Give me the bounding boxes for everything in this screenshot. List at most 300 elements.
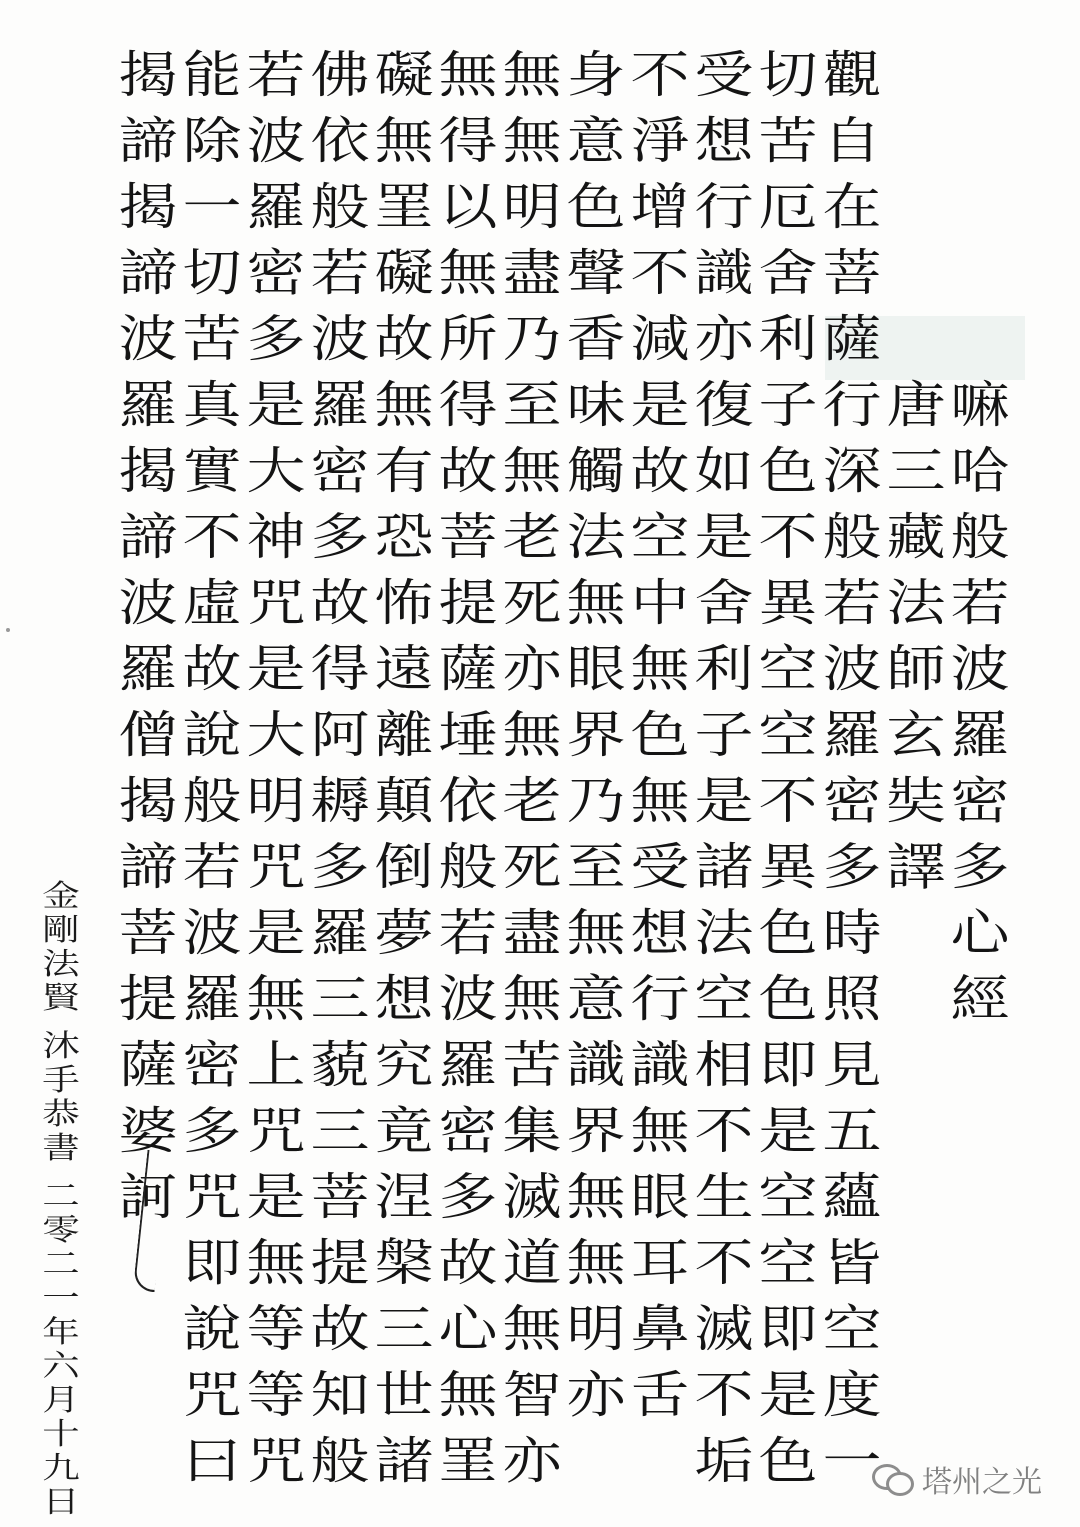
- glyph: 揭: [118, 46, 178, 104]
- signature-date: [31, 1180, 91, 1520]
- glyph: 說: [182, 1300, 242, 1358]
- signature-glyph: 書: [42, 1131, 80, 1166]
- glyph: 竟: [374, 1102, 434, 1160]
- glyph: 自: [822, 112, 882, 170]
- glyph: 空: [758, 640, 818, 698]
- glyph: 一: [822, 1432, 882, 1490]
- glyph: 時: [822, 904, 882, 962]
- glyph: 利: [694, 640, 754, 698]
- glyph: 是: [630, 376, 690, 434]
- signature-glyph: 零: [42, 1213, 80, 1248]
- glyph: 苦: [182, 310, 242, 368]
- glyph: 心: [950, 904, 1010, 962]
- glyph: 苦: [758, 112, 818, 170]
- glyph: 色: [630, 706, 690, 764]
- glyph: 無: [502, 970, 562, 1028]
- glyph: 諸: [374, 1432, 434, 1490]
- glyph: 不: [694, 1366, 754, 1424]
- glyph: 乃: [502, 310, 562, 368]
- text-column-2: [756, 42, 820, 1494]
- glyph: 空: [758, 1234, 818, 1292]
- signature-glyph: 十: [42, 1417, 80, 1452]
- glyph: 集: [502, 1102, 562, 1160]
- glyph: 上: [246, 1036, 306, 1094]
- glyph: 咒: [182, 1366, 242, 1424]
- glyph: 恐: [374, 508, 434, 566]
- glyph: 即: [758, 1036, 818, 1094]
- glyph: 知: [310, 1366, 370, 1424]
- signature-glyph: 日: [42, 1485, 80, 1520]
- signature-glyph: 金: [42, 879, 80, 914]
- glyph: 奘: [886, 772, 946, 830]
- glyph: 曰: [182, 1432, 242, 1490]
- text-column-1: [820, 42, 884, 1494]
- glyph: 切: [758, 46, 818, 104]
- glyph: 意: [566, 970, 626, 1028]
- glyph: 若: [950, 574, 1010, 632]
- glyph: 諦: [118, 112, 178, 170]
- glyph: 法: [886, 574, 946, 632]
- glyph: 香: [566, 310, 626, 368]
- glyph: 是: [246, 1168, 306, 1226]
- glyph: 眼: [566, 640, 626, 698]
- glyph: 密: [950, 772, 1010, 830]
- glyph: 不: [694, 1102, 754, 1160]
- glyph: 提: [118, 970, 178, 1028]
- glyph: 咒: [246, 1102, 306, 1160]
- glyph: 藏: [886, 508, 946, 566]
- text-column-12: [116, 42, 180, 1230]
- signature-glyph: 六: [42, 1349, 80, 1384]
- glyph: 舍: [758, 244, 818, 302]
- signature-glyph: 沐: [42, 1029, 80, 1064]
- glyph: 盡: [502, 904, 562, 962]
- glyph: 無: [502, 706, 562, 764]
- glyph: 無: [438, 46, 498, 104]
- glyph: 死: [502, 574, 562, 632]
- glyph: 般: [182, 772, 242, 830]
- glyph: 智: [502, 1366, 562, 1424]
- glyph: 波: [822, 640, 882, 698]
- glyph: 鼻: [630, 1300, 690, 1358]
- glyph: 菩: [310, 1168, 370, 1226]
- glyph: 等: [246, 1366, 306, 1424]
- glyph: 密: [246, 244, 306, 302]
- glyph: 得: [310, 640, 370, 698]
- glyph: 涅: [374, 1168, 434, 1226]
- glyph: 無: [246, 1234, 306, 1292]
- glyph: 苦: [502, 1036, 562, 1094]
- glyph: 藐: [310, 1036, 370, 1094]
- glyph: 亦: [502, 1432, 562, 1490]
- glyph: 無: [566, 1234, 626, 1292]
- signature-column: [26, 880, 96, 1520]
- glyph: 利: [758, 310, 818, 368]
- glyph: 子: [694, 706, 754, 764]
- glyph: 提: [438, 574, 498, 632]
- glyph: 無: [630, 1102, 690, 1160]
- glyph: 明: [246, 772, 306, 830]
- glyph: 波: [438, 970, 498, 1028]
- glyph: 在: [822, 178, 882, 236]
- glyph: 空: [630, 508, 690, 566]
- glyph: 空: [694, 970, 754, 1028]
- glyph: 揭: [118, 442, 178, 500]
- glyph: 密: [438, 1102, 498, 1160]
- glyph: 眼: [630, 1168, 690, 1226]
- glyph: 是: [246, 640, 306, 698]
- glyph: 明: [566, 1300, 626, 1358]
- glyph: 哈: [950, 442, 1010, 500]
- glyph: 依: [438, 772, 498, 830]
- glyph: 深: [822, 442, 882, 500]
- glyph: 羅: [438, 1036, 498, 1094]
- glyph: 大: [246, 442, 306, 500]
- glyph: 諦: [118, 508, 178, 566]
- glyph: 佛: [310, 46, 370, 104]
- text-column-6: [500, 42, 564, 1494]
- glyph: 增: [630, 178, 690, 236]
- glyph: 是: [758, 1366, 818, 1424]
- text-column-5: [564, 42, 628, 1428]
- glyph: 諸: [694, 838, 754, 896]
- glyph: 菩: [822, 244, 882, 302]
- glyph: 依: [310, 112, 370, 170]
- glyph: 復: [694, 376, 754, 434]
- glyph: 實: [182, 442, 242, 500]
- glyph: 若: [182, 838, 242, 896]
- text-column-10: [244, 42, 308, 1494]
- glyph: 若: [438, 904, 498, 962]
- glyph: 不: [694, 1234, 754, 1292]
- glyph: 唐: [886, 376, 946, 434]
- glyph: 色: [758, 442, 818, 500]
- glyph: 識: [566, 1036, 626, 1094]
- glyph: 密: [310, 442, 370, 500]
- glyph: 波: [182, 904, 242, 962]
- glyph: 行: [822, 376, 882, 434]
- glyph: 無: [566, 904, 626, 962]
- glyph: 羅: [310, 904, 370, 962]
- glyph: 般: [438, 838, 498, 896]
- glyph: 死: [502, 838, 562, 896]
- ink-speck: [6, 628, 10, 632]
- text-column-3: [692, 42, 756, 1494]
- glyph: 故: [630, 442, 690, 500]
- glyph: 三: [886, 442, 946, 500]
- glyph: 識: [694, 244, 754, 302]
- glyph: 得: [438, 112, 498, 170]
- glyph: 薩: [822, 310, 882, 368]
- signature-glyph: 九: [42, 1451, 80, 1486]
- glyph: 般: [310, 178, 370, 236]
- glyph: 波: [950, 640, 1010, 698]
- glyph: 究: [374, 1036, 434, 1094]
- glyph: 五: [822, 1102, 882, 1160]
- glyph: 顛: [374, 772, 434, 830]
- glyph: 亦: [694, 310, 754, 368]
- glyph: 玄: [886, 706, 946, 764]
- signature-glyph: 手: [42, 1063, 80, 1098]
- signature-glyph: 二: [42, 1179, 80, 1214]
- glyph: 滅: [502, 1168, 562, 1226]
- glyph: 薩: [438, 640, 498, 698]
- glyph: 礙: [374, 46, 434, 104]
- glyph: 咒: [246, 574, 306, 632]
- glyph: 受: [694, 46, 754, 104]
- glyph: 咒: [246, 838, 306, 896]
- glyph: 三: [310, 970, 370, 1028]
- glyph: 切: [182, 244, 242, 302]
- glyph: 身: [566, 46, 626, 104]
- glyph: 厄: [758, 178, 818, 236]
- text-column-4: [628, 42, 692, 1428]
- glyph: 等: [246, 1300, 306, 1358]
- glyph: 法: [566, 508, 626, 566]
- glyph: 無: [502, 46, 562, 104]
- glyph: 滅: [694, 1300, 754, 1358]
- glyph: 度: [822, 1366, 882, 1424]
- glyph: 提: [310, 1234, 370, 1292]
- glyph: 空: [822, 1300, 882, 1358]
- glyph: 即: [182, 1234, 242, 1292]
- glyph: 說: [182, 706, 242, 764]
- glyph: 心: [438, 1300, 498, 1358]
- glyph: 老: [502, 508, 562, 566]
- glyph: 真: [182, 376, 242, 434]
- glyph: 亦: [566, 1366, 626, 1424]
- glyph: 故: [310, 574, 370, 632]
- glyph: 多: [950, 838, 1010, 896]
- glyph: 皆: [822, 1234, 882, 1292]
- title-column: [948, 42, 1012, 1032]
- glyph: 故: [310, 1300, 370, 1358]
- glyph: 故: [438, 442, 498, 500]
- signature-glyph: 一: [42, 1281, 80, 1316]
- glyph: 菩: [438, 508, 498, 566]
- glyph: 世: [374, 1366, 434, 1424]
- glyph: 老: [502, 772, 562, 830]
- glyph: 多: [246, 310, 306, 368]
- glyph: 明: [502, 178, 562, 236]
- glyph: 是: [246, 904, 306, 962]
- text-column-9: [308, 42, 372, 1494]
- text-column-11: [180, 42, 244, 1494]
- glyph: 是: [694, 772, 754, 830]
- glyph: 想: [374, 970, 434, 1028]
- glyph: 即: [758, 1300, 818, 1358]
- glyph: 揭: [118, 772, 178, 830]
- glyph: 羅: [182, 970, 242, 1028]
- glyph: 是: [758, 1102, 818, 1160]
- glyph: 波: [310, 310, 370, 368]
- glyph: 無: [502, 112, 562, 170]
- glyph: 多: [310, 508, 370, 566]
- glyph: 中: [630, 574, 690, 632]
- glyph: 僧: [118, 706, 178, 764]
- glyph: 夢: [374, 904, 434, 962]
- glyph: 以: [438, 178, 498, 236]
- glyph: 羅: [118, 640, 178, 698]
- glyph: 空: [758, 1168, 818, 1226]
- glyph: 故: [374, 310, 434, 368]
- glyph: 無: [630, 640, 690, 698]
- glyph: 諦: [118, 244, 178, 302]
- glyph: 盡: [502, 244, 562, 302]
- glyph: 亦: [502, 640, 562, 698]
- glyph: 無: [374, 376, 434, 434]
- glyph: 師: [886, 640, 946, 698]
- glyph: 有: [374, 442, 434, 500]
- glyph: 罣: [374, 178, 434, 236]
- watermark: [872, 1457, 1042, 1501]
- glyph: 埵: [438, 706, 498, 764]
- glyph: 槃: [374, 1234, 434, 1292]
- glyph: 垢: [694, 1432, 754, 1490]
- glyph: 咒: [182, 1168, 242, 1226]
- glyph: 怖: [374, 574, 434, 632]
- glyph: 如: [694, 442, 754, 500]
- glyph: 般: [950, 508, 1010, 566]
- text-column-7: [436, 42, 500, 1494]
- glyph: 味: [566, 376, 626, 434]
- glyph: 界: [566, 1102, 626, 1160]
- glyph: 意: [566, 112, 626, 170]
- glyph: 嘛: [950, 376, 1010, 434]
- glyph: 諦: [118, 838, 178, 896]
- glyph: 淨: [630, 112, 690, 170]
- glyph: 色: [758, 970, 818, 1028]
- signature-glyph: 月: [42, 1383, 80, 1418]
- glyph: 若: [822, 574, 882, 632]
- signature-glyph: 二: [42, 1247, 80, 1282]
- glyph: 空: [758, 706, 818, 764]
- glyph: 婆: [118, 1102, 178, 1160]
- glyph: 相: [694, 1036, 754, 1094]
- glyph: 異: [758, 574, 818, 632]
- glyph: 所: [438, 310, 498, 368]
- glyph: 無: [566, 574, 626, 632]
- glyph: 觀: [822, 46, 882, 104]
- glyph: 耳: [630, 1234, 690, 1292]
- glyph: 羅: [246, 178, 306, 236]
- signature-glyph: 剛: [42, 913, 80, 948]
- glyph: 舍: [694, 574, 754, 632]
- glyph: 密: [182, 1036, 242, 1094]
- glyph: 多: [438, 1168, 498, 1226]
- glyph: 界: [566, 706, 626, 764]
- glyph: 三: [310, 1102, 370, 1160]
- glyph: 多: [182, 1102, 242, 1160]
- glyph: 倒: [374, 838, 434, 896]
- glyph: 三: [374, 1300, 434, 1358]
- glyph: 想: [630, 904, 690, 962]
- glyph: 無: [438, 1366, 498, 1424]
- signature-glyph: 年: [42, 1315, 80, 1350]
- glyph: 不: [630, 244, 690, 302]
- glyph: 波: [246, 112, 306, 170]
- glyph: 波: [118, 310, 178, 368]
- glyph: 羅: [822, 706, 882, 764]
- glyph: 阿: [310, 706, 370, 764]
- glyph: 至: [502, 376, 562, 434]
- glyph: 無: [566, 1168, 626, 1226]
- glyph: 波: [118, 574, 178, 632]
- glyph: 聲: [566, 244, 626, 302]
- glyph: 譯: [886, 838, 946, 896]
- glyph: 是: [694, 508, 754, 566]
- glyph: 照: [822, 970, 882, 1028]
- glyph: 虛: [182, 574, 242, 632]
- glyph: 若: [310, 244, 370, 302]
- glyph: 密: [822, 772, 882, 830]
- signature-action: [31, 1030, 91, 1166]
- glyph: 異: [758, 838, 818, 896]
- glyph: 大: [246, 706, 306, 764]
- glyph: 神: [246, 508, 306, 566]
- signature-name: [31, 880, 91, 1016]
- glyph: 薩: [118, 1036, 178, 1094]
- wechat-icon: [872, 1462, 912, 1496]
- translator-column: [884, 42, 948, 900]
- glyph: 菩: [118, 904, 178, 962]
- glyph: 經: [950, 970, 1010, 1028]
- glyph: 揭: [118, 178, 178, 236]
- signature-glyph: 賢: [42, 981, 80, 1016]
- glyph: 見: [822, 1036, 882, 1094]
- glyph: 咒: [246, 1432, 306, 1490]
- glyph: 不: [630, 46, 690, 104]
- glyph: 故: [182, 640, 242, 698]
- glyph: 子: [758, 376, 818, 434]
- glyph: 想: [694, 112, 754, 170]
- glyph: 羅: [310, 376, 370, 434]
- glyph: 離: [374, 706, 434, 764]
- glyph: 減: [630, 310, 690, 368]
- glyph: 無: [630, 772, 690, 830]
- glyph: 是: [246, 376, 306, 434]
- glyph: 乃: [566, 772, 626, 830]
- glyph: 色: [566, 178, 626, 236]
- glyph: 多: [310, 838, 370, 896]
- glyph: 不: [758, 508, 818, 566]
- glyph: 礙: [374, 244, 434, 302]
- glyph: 色: [758, 904, 818, 962]
- glyph: 無: [374, 112, 434, 170]
- glyph: 般: [822, 508, 882, 566]
- glyph: 道: [502, 1234, 562, 1292]
- watermark-text: 塔州之光: [922, 1465, 1042, 1500]
- glyph: 舌: [630, 1366, 690, 1424]
- glyph: 無: [246, 970, 306, 1028]
- glyph: 除: [182, 112, 242, 170]
- glyph: 不: [758, 772, 818, 830]
- glyph: 般: [310, 1432, 370, 1490]
- glyph: 訶: [118, 1168, 178, 1226]
- glyph: 多: [822, 838, 882, 896]
- glyph: 觸: [566, 442, 626, 500]
- glyph: 能: [182, 46, 242, 104]
- glyph: 不: [182, 508, 242, 566]
- text-column-8: [372, 42, 436, 1494]
- signature-glyph: 法: [42, 947, 80, 982]
- glyph: 遠: [374, 640, 434, 698]
- glyph: 若: [246, 46, 306, 104]
- glyph: 無: [502, 442, 562, 500]
- glyph: 受: [630, 838, 690, 896]
- glyph: 耨: [310, 772, 370, 830]
- glyph: 羅: [118, 376, 178, 434]
